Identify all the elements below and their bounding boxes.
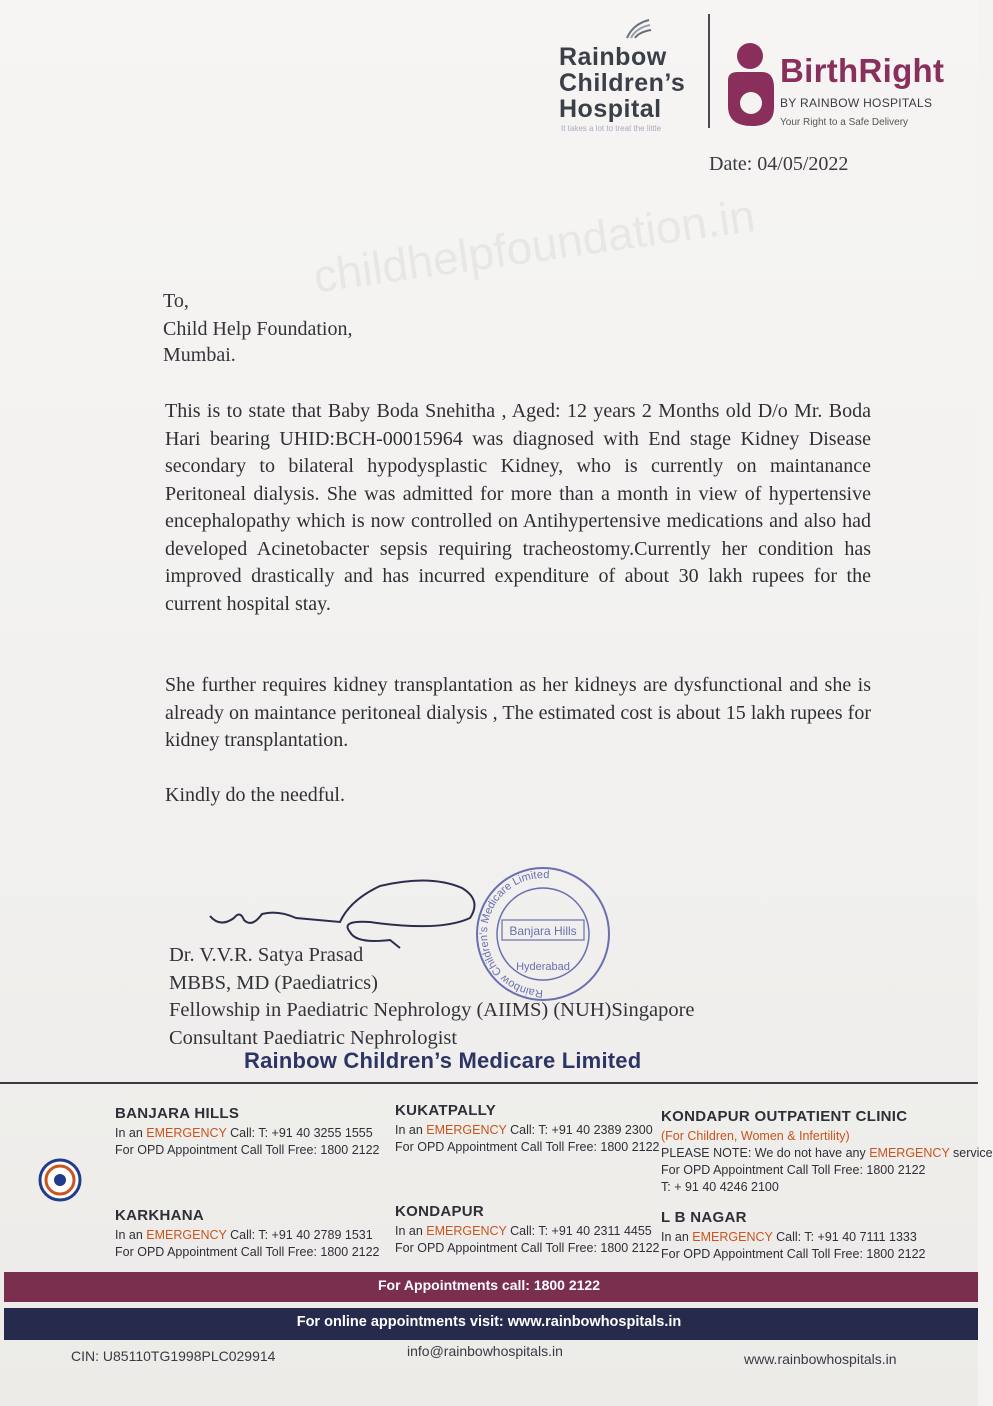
stamp-ring-text: Rainbow Children’s Medicare Limited	[477, 868, 550, 1000]
branch-kondapur	[395, 1203, 660, 1257]
branch-opd-line: For OPD Appointment Call Toll Free: 1800 2122	[115, 1245, 380, 1259]
branch-phone: Call: T: +91 40 3255 1555	[226, 1126, 373, 1140]
emergency-label: EMERGENCY	[426, 1123, 507, 1137]
emergency-label: EMERGENCY	[146, 1228, 227, 1242]
branch-pre: In an	[661, 1230, 693, 1244]
footer-website[interactable]: www.rainbowhospitals.in	[744, 1351, 897, 1367]
branch-name: KONDAPUR OUTPATIENT CLINIC	[661, 1108, 908, 1125]
branch-phone: Call: T: +91 40 2789 1531	[226, 1228, 373, 1242]
branch-opd-line: For OPD Appointment Call Toll Free: 1800 2122	[395, 1140, 660, 1154]
opc-note-pre: PLEASE NOTE: We do not have any	[661, 1146, 870, 1160]
watermark: childhelpfoundation.in	[310, 189, 759, 303]
rainbow-childrens-hospital-logo	[555, 18, 705, 138]
rch-logo-line-3: Hospital	[559, 95, 662, 123]
appointments-phone-text: For Appointments call: 1800 2122	[378, 1277, 600, 1293]
address-line-2: Child Help Foundation,	[163, 318, 353, 340]
logo-divider	[708, 14, 710, 128]
stamp-bottom-text: Hyderabad	[516, 961, 570, 973]
branch-emergency-line	[115, 1227, 380, 1244]
signatory-name: Dr. V.V.R. Satya Prasad	[169, 944, 364, 966]
stamp-center-text: Banjara Hills	[509, 924, 577, 938]
branch-emergency-line	[395, 1223, 660, 1240]
birthright-mark-icon	[724, 42, 776, 128]
company-name: Rainbow Children’s Medicare Limited	[244, 1048, 642, 1073]
rch-logo-line-1: Rainbow	[559, 43, 667, 71]
handwritten-signature	[200, 870, 500, 950]
birthright-subtitle: BY RAINBOW HOSPITALS	[780, 96, 933, 110]
accreditation-emblem-icon	[38, 1158, 82, 1202]
signatory-fellowship: Fellowship in Paediatric Nephrology (AIIMS) (NUH)Singapore	[169, 999, 695, 1021]
branch-pre: In an	[115, 1228, 147, 1242]
rch-logo-line-2: Children’s	[559, 69, 686, 97]
branch-phone: Call: T: +91 40 2311 4455	[506, 1224, 652, 1238]
signatory-role: Consultant Paediatric Nephrologist	[169, 1027, 458, 1049]
branch-pre: In an	[115, 1126, 147, 1140]
emergency-label: EMERGENCY	[692, 1230, 773, 1244]
branch-name: KONDAPUR	[395, 1203, 485, 1220]
branch-karkhana	[115, 1207, 380, 1261]
birthright-logo	[724, 42, 945, 138]
emergency-label: EMERGENCY	[146, 1126, 227, 1140]
branch-pre: In an	[395, 1224, 427, 1238]
branch-name: KUKATPALLY	[395, 1102, 497, 1119]
branch-emergency-line	[395, 1122, 660, 1139]
branch-lb-nagar	[661, 1209, 926, 1263]
body-paragraph-1: This is to state that Baby Boda Snehitha , Aged: 12 years 2 Months old D/o Mr. Boda Hari bearing UHID:BCH-00015964 was diagnosed with End stage Kidney Disease secondary to bilateral hypodysplastic Kidney, who is currently on maintanance Peritoneal dialysis. She was admitted for more than a month in view of hypertensive encephalopathy which is now controlled on Antihypertensive medications and also had developed Acinetobacter sepsis requiring tracheostomy.Currently her condition has improved drastically and has incurred expenditure of about 30 lakh rupees for the current hospital stay.	[165, 400, 871, 615]
emergency-label: EMERGENCY	[426, 1224, 507, 1238]
branch-opd-line: For OPD Appointment Call Toll Free: 1800 2122	[661, 1163, 926, 1177]
emergency-label: EMERGENCY	[869, 1146, 950, 1160]
branch-kondapur-opc	[661, 1108, 993, 1196]
branch-phone: Call: T: +91 40 7111 1333	[772, 1230, 917, 1244]
signatory-degree: MBBS, MD (Paediatrics)	[169, 972, 378, 994]
rainbow-swoosh-icon	[623, 18, 653, 40]
address-line-1: To,	[163, 290, 189, 312]
online-appointments-text: For online appointments visit: www.rainbowhospitals.in	[296, 1314, 682, 1330]
branch-opd-line: For OPD Appointment Call Toll Free: 1800 2122	[115, 1143, 380, 1157]
body-paragraph-3: Kindly do the needful.	[165, 784, 345, 806]
branch-name: L B NAGAR	[661, 1209, 747, 1226]
birthright-tagline: Your Right to a Safe Delivery	[780, 117, 909, 128]
footer-divider	[0, 1082, 978, 1084]
rch-tagline: It takes a lot to treat the little	[561, 124, 662, 133]
branch-opd-line: For OPD Appointment Call Toll Free: 1800 2122	[395, 1241, 660, 1255]
branch-name: BANJARA HILLS	[115, 1105, 240, 1122]
body-paragraph-2: She further requires kidney transplantation as her kidneys are dysfunctional and she is already on maintance peritoneal dialysis , The estimated cost is about 15 lakh rupees for kidney transplantation.	[165, 674, 871, 751]
letter-date: Date: 04/05/2022	[709, 153, 849, 175]
footer-email[interactable]: info@rainbowhospitals.in	[407, 1343, 563, 1359]
branch-kukatpally	[395, 1102, 660, 1156]
branch-pre: In an	[395, 1123, 427, 1137]
branch-opd-line: For OPD Appointment Call Toll Free: 1800 2122	[661, 1247, 926, 1261]
birthright-title: BirthRight	[780, 52, 945, 89]
hospital-stamp	[468, 862, 618, 1002]
branch-emergency-line	[115, 1125, 380, 1142]
branch-name: KARKHANA	[115, 1207, 205, 1224]
branch-phone: Call: T: +91 40 2389 2300	[506, 1123, 653, 1137]
opc-note: (For Children, Women & Infertility)	[661, 1129, 850, 1143]
opc-phone: T: + 91 40 4246 2100	[661, 1180, 779, 1194]
opc-no-emergency-note	[661, 1145, 993, 1162]
branch-banjara-hills	[115, 1105, 380, 1159]
footer-cin: CIN: U85110TG1998PLC029914	[71, 1348, 276, 1364]
branch-emergency-line	[661, 1229, 926, 1246]
address-line-3: Mumbai.	[163, 344, 236, 366]
opc-note-post: service	[949, 1146, 993, 1160]
